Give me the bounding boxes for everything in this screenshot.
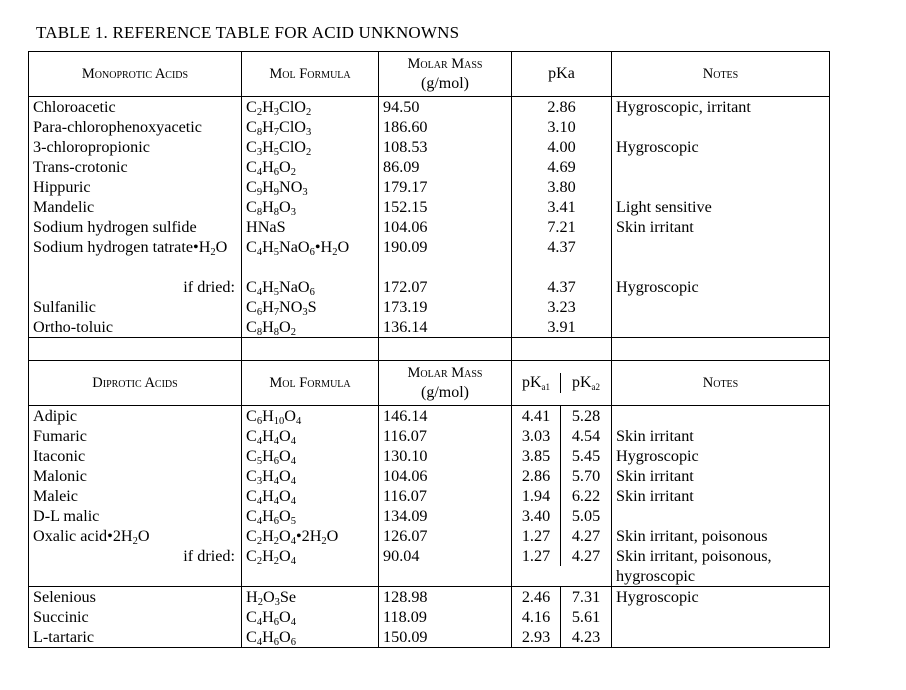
acid-name: Oxalic $acid•2H_2O$: [29, 526, 242, 546]
monoprotic-section: [29, 52, 830, 338]
pka-pair: [512, 546, 612, 587]
notes: [612, 317, 830, 338]
header-notes: Notes: [612, 52, 830, 97]
molecular-formula: $C_8H_8O_3$: [242, 197, 379, 217]
pka-pair: [512, 627, 612, 648]
acid-name: 3-chloropropionic: [29, 137, 242, 157]
molecular-formula: $C_2H_3ClO_2$: [242, 97, 379, 118]
molecular-formula: $C_4H_6O_6$: [242, 627, 379, 648]
header-molar-mass-unit: (g/mol): [421, 75, 469, 92]
header-molar-mass-label: Molar Mass: [407, 365, 483, 381]
pka-value: 2.86: [512, 97, 612, 118]
table-row: [29, 607, 830, 627]
table-row: [29, 177, 830, 197]
pka-pair: [512, 506, 612, 526]
pka2-value: 7.31: [571, 588, 601, 606]
header-formula: Mol Formula: [242, 52, 379, 97]
table-row: [29, 317, 830, 338]
molar-mass: 152.15: [379, 197, 512, 217]
molecular-formula: $C_4H_4O_4$: [242, 486, 379, 506]
molar-mass: 94.50: [379, 97, 512, 118]
molecular-formula: $C_6H_{10}O_4$: [242, 406, 379, 427]
pka1-value: 3.40: [512, 506, 561, 526]
molecular-formula: $C_8H_7ClO_3$: [242, 117, 379, 137]
pka2-value: 5.70: [571, 467, 601, 485]
acid-name: Ortho-toluic: [29, 317, 242, 338]
pka-pair: [512, 607, 612, 627]
header-molar-mass-label: Molar Mass: [407, 56, 483, 72]
molar-mass: 118.09: [379, 607, 512, 627]
notes: [612, 607, 830, 627]
notes: Hygroscopic: [612, 446, 830, 466]
table-row: [29, 277, 830, 297]
table-row: [29, 117, 830, 137]
table-row: [29, 446, 830, 466]
pka-value: 3.80: [512, 177, 612, 197]
notes: Skin irritant, poisonous, hygroscopic: [612, 546, 830, 587]
table-row: [29, 466, 830, 486]
pka2-value: 4.27: [571, 527, 601, 545]
pka-pair: [512, 406, 612, 427]
notes: [612, 297, 830, 317]
pka-value: 3.91: [512, 317, 612, 338]
notes: Hygroscopic, irritant: [612, 97, 830, 118]
table-row: [29, 97, 830, 118]
acid-name: D-L malic: [29, 506, 242, 526]
molar-mass: 126.07: [379, 526, 512, 546]
notes: Skin irritant, poisonous: [612, 526, 830, 546]
header-acids: Diprotic Acids: [29, 361, 242, 406]
pka-value: 7.21: [512, 217, 612, 237]
pka1-value: 3.03: [512, 426, 561, 446]
table-row: [29, 587, 830, 608]
acid-name: Succinic: [29, 607, 242, 627]
molar-mass: 130.10: [379, 446, 512, 466]
pka2-value: 4.27: [571, 547, 601, 565]
monoprotic-header-row: [29, 52, 830, 97]
pka1-value: 2.46: [512, 587, 561, 607]
table-row: [29, 426, 830, 446]
header-molar-mass: [379, 361, 512, 406]
pka1-value: 2.93: [512, 627, 561, 647]
section-gap: [29, 338, 830, 361]
table-row: [29, 237, 830, 277]
notes: Hygroscopic: [612, 587, 830, 608]
pka2-value: 5.61: [571, 608, 601, 626]
pka2-value: 4.23: [571, 628, 601, 646]
molar-mass: 172.07: [379, 277, 512, 297]
notes: [612, 177, 830, 197]
header-molar-mass-unit: (g/mol): [421, 384, 469, 401]
pka-pair: [512, 486, 612, 506]
molecular-formula: HNaS: [242, 217, 379, 237]
pka-value: 4.37: [512, 277, 612, 297]
table-row: [29, 197, 830, 217]
pka1-value: 4.16: [512, 607, 561, 627]
molecular-formula: $C_4H_4O_4$: [242, 426, 379, 446]
molar-mass: 128.98: [379, 587, 512, 608]
pka1-value: 4.41: [512, 406, 561, 426]
pka1-value: 1.94: [512, 486, 561, 506]
molar-mass: 90.04: [379, 546, 512, 587]
acid-name: Sodium hydrogen $tatrate•H_2O$: [29, 237, 242, 277]
pka2-value: 5.28: [571, 407, 601, 425]
acid-name: Hippuric: [29, 177, 242, 197]
table-row: [29, 217, 830, 237]
diprotic-header-row: [29, 361, 830, 406]
molar-mass: 179.17: [379, 177, 512, 197]
molecular-formula: $C_4H_5NaO_6•H_2O$: [242, 237, 379, 277]
acid-name: if dried:: [29, 546, 242, 587]
molar-mass: 134.09: [379, 506, 512, 526]
table-row: [29, 526, 830, 546]
header-acids: Monoprotic Acids: [29, 52, 242, 97]
pka1-value: 1.27: [512, 546, 561, 566]
molar-mass: 173.19: [379, 297, 512, 317]
pka1-value: 3.85: [512, 446, 561, 466]
molecular-formula: $C_4H_6O_5$: [242, 506, 379, 526]
notes: Skin irritant: [612, 426, 830, 446]
molar-mass: 116.07: [379, 486, 512, 506]
molar-mass: 150.09: [379, 627, 512, 648]
molecular-formula: $C_3H_4O_4$: [242, 466, 379, 486]
header-pka-pair: [512, 361, 612, 406]
molecular-formula: $C_6H_7NO_3S$: [242, 297, 379, 317]
acid-name: Sodium hydrogen sulfide: [29, 217, 242, 237]
table-title: TABLE 1. REFERENCE TABLE FOR ACID UNKNOWNS: [36, 23, 460, 42]
acid-name: Adipic: [29, 406, 242, 427]
acid-name: Mandelic: [29, 197, 242, 217]
acid-name: Sulfanilic: [29, 297, 242, 317]
molecular-formula: $C_3H_5ClO_2$: [242, 137, 379, 157]
molar-mass: 136.14: [379, 317, 512, 338]
header-pka2: $pK_{a2}$: [571, 374, 601, 392]
pka-value: 3.41: [512, 197, 612, 217]
pka-value: 4.00: [512, 137, 612, 157]
table-row: [29, 297, 830, 317]
pka-value: 3.23: [512, 297, 612, 317]
pka-pair: [512, 446, 612, 466]
acid-name: Chloroacetic: [29, 97, 242, 118]
molar-mass: 104.06: [379, 217, 512, 237]
acid-reference-table: [28, 51, 830, 648]
notes: [612, 117, 830, 137]
molecular-formula: $C_4H_5NaO_6$: [242, 277, 379, 297]
molar-mass: 190.09: [379, 237, 512, 277]
notes: [612, 406, 830, 427]
notes: Hygroscopic: [612, 277, 830, 297]
pka-value: 4.37: [512, 237, 612, 277]
pka1-value: 2.86: [512, 466, 561, 486]
molecular-formula: $C_2H_2O_4•2H_2O$: [242, 526, 379, 546]
notes: Skin irritant: [612, 466, 830, 486]
pka2-value: 6.22: [571, 487, 601, 505]
molecular-formula: $C_5H_6O_4$: [242, 446, 379, 466]
notes: Skin irritant: [612, 486, 830, 506]
pka-value: 4.69: [512, 157, 612, 177]
acid-name: Fumaric: [29, 426, 242, 446]
notes: Light sensitive: [612, 197, 830, 217]
molar-mass: 104.06: [379, 466, 512, 486]
pka-pair: [512, 526, 612, 546]
table-row: [29, 157, 830, 177]
pka-value: 3.10: [512, 117, 612, 137]
header-molar-mass: [379, 52, 512, 97]
molecular-formula: $C_8H_8O_2$: [242, 317, 379, 338]
spacer-row: [29, 338, 830, 361]
table-row: [29, 506, 830, 526]
notes: [612, 627, 830, 648]
molar-mass: 116.07: [379, 426, 512, 446]
header-pka1: $pK_{a1}$: [512, 373, 561, 393]
pka2-value: 5.45: [571, 447, 601, 465]
header-pka: pKa: [512, 52, 612, 97]
acid-name: Itaconic: [29, 446, 242, 466]
notes: [612, 237, 830, 277]
diprotic-section: [29, 361, 830, 648]
pka1-value: 1.27: [512, 526, 561, 546]
acid-name: Malonic: [29, 466, 242, 486]
molecular-formula: $C_2H_2O_4$: [242, 546, 379, 587]
molecular-formula: $C_4H_6O_4$: [242, 607, 379, 627]
acid-name: Selenious: [29, 587, 242, 608]
table-row: [29, 486, 830, 506]
molecular-formula: $H_2O_3Se$: [242, 587, 379, 608]
notes: Hygroscopic: [612, 137, 830, 157]
molar-mass: 186.60: [379, 117, 512, 137]
molar-mass: 86.09: [379, 157, 512, 177]
acid-name: Maleic: [29, 486, 242, 506]
acid-name: L-tartaric: [29, 627, 242, 648]
notes: [612, 157, 830, 177]
molecular-formula: $C_9H_9NO_3$: [242, 177, 379, 197]
molar-mass: 146.14: [379, 406, 512, 427]
acid-name: Trans-crotonic: [29, 157, 242, 177]
molecular-formula: $C_4H_6O_2$: [242, 157, 379, 177]
molar-mass: 108.53: [379, 137, 512, 157]
pka-pair: [512, 426, 612, 446]
table-row: [29, 627, 830, 648]
pka2-value: 5.05: [571, 507, 601, 525]
notes: [612, 506, 830, 526]
header-notes: Notes: [612, 361, 830, 406]
notes: Skin irritant: [612, 217, 830, 237]
header-formula: Mol Formula: [242, 361, 379, 406]
pka2-value: 4.54: [571, 427, 601, 445]
table-row: [29, 406, 830, 427]
pka-pair: [512, 587, 612, 608]
pka-pair: [512, 466, 612, 486]
acid-name: if dried:: [29, 277, 242, 297]
table-row: [29, 137, 830, 157]
table-row: [29, 546, 830, 587]
acid-name: Para-chlorophenoxyacetic: [29, 117, 242, 137]
